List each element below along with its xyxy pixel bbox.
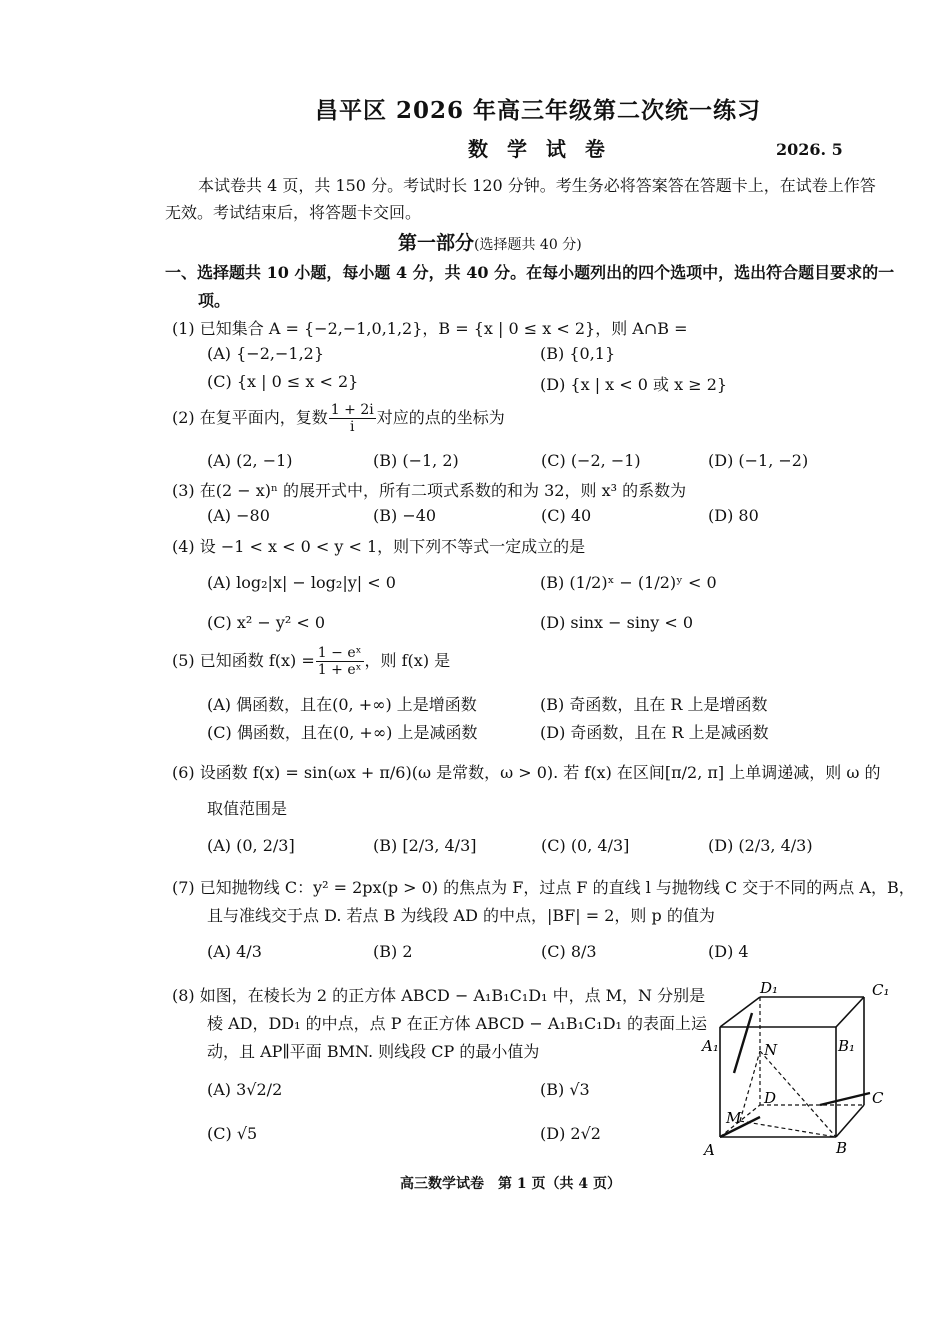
question-6	[172, 760, 880, 783]
q5-option-c: (C) 偶函数，且在(0, +∞) 上是减函数	[207, 723, 478, 742]
question-number: (8)	[172, 986, 195, 1005]
question-stem: 如图，在棱长为 2 的正方体 ABCD − A₁B₁C₁D₁ 中，点 M，N 分别是	[199, 986, 706, 1005]
question-number: (1)	[172, 319, 195, 338]
label-m: M	[726, 1109, 742, 1127]
question-stem-pre: 在复平面内，复数	[199, 408, 328, 427]
fraction-denominator: i	[350, 419, 355, 435]
q4-option-c: (C) x² − y² < 0	[207, 613, 326, 632]
question-stem: 在(2 − x)ⁿ 的展开式中，所有二项式系数的和为 32，则 x³ 的系数为	[199, 481, 687, 500]
fraction-denominator: 1 + eˣ	[317, 662, 362, 678]
q3-option-b: (B) −40	[373, 506, 437, 525]
q8-option-c: (C) √5	[207, 1124, 258, 1143]
question-number: (7)	[172, 878, 195, 897]
question-4	[172, 534, 585, 557]
label-b: B	[836, 1139, 848, 1157]
question-6-cont: 取值范围是	[207, 799, 288, 818]
question-3	[172, 478, 686, 501]
question-stem-post: 对应的点的坐标为	[376, 408, 505, 427]
part-title: 第一部分	[398, 232, 475, 254]
q3-option-c: (C) 40	[541, 506, 592, 525]
q4-option-d: (D) sinx − siny < 0	[540, 613, 694, 632]
question-8	[172, 983, 705, 1006]
part-title-block	[398, 228, 582, 255]
question-7-cont: 且与准线交于点 D. 若点 B 为线段 AD 的中点，|BF| = 2，则 p 的值为	[207, 906, 715, 925]
label-d: D	[764, 1089, 777, 1107]
question-number: (2)	[172, 408, 195, 427]
question-number: (3)	[172, 481, 195, 500]
question-stem-pre: 已知函数 f(x) =	[199, 651, 315, 670]
fraction	[316, 645, 364, 678]
q6-option-a: (A) (0, 2/3]	[207, 836, 295, 855]
q2-option-a: (A) (2, −1)	[207, 451, 293, 470]
page-footer: 高三数学试卷 第 1 页（共 4 页）	[400, 1176, 621, 1192]
q8-option-a: (A) 3√2/2	[207, 1080, 283, 1099]
q5-option-a: (A) 偶函数，且在(0, +∞) 上是增函数	[207, 695, 477, 714]
question-8-cont2: 动，且 AP∥平面 BMN. 则线段 CP 的最小值为	[207, 1042, 540, 1061]
page-subtitle: 数 学 试 卷	[468, 137, 611, 161]
label-c: C	[872, 1089, 884, 1107]
q7-option-c: (C) 8/3	[541, 942, 597, 961]
label-n: N	[764, 1041, 778, 1059]
q3-option-d: (D) 80	[708, 506, 759, 525]
q6-option-d: (D) (2/3, 4/3)	[708, 836, 813, 855]
question-stem: 已知抛物线 C：y² = 2px(p > 0) 的焦点为 F，过点 F 的直线 l 与抛物线 C 交于不同的两点 A，B，	[199, 878, 915, 897]
question-8-cont1: 棱 AD，DD₁ 的中点，点 P 在正方体 ABCD − A₁B₁C₁D₁ 的表面上运	[207, 1014, 708, 1033]
q1-option-c: (C) {x | 0 ≤ x < 2}	[207, 372, 359, 391]
q5-option-d: (D) 奇函数，且在 R 上是减函数	[540, 723, 769, 742]
question-5	[172, 645, 450, 678]
label-b1: B₁	[838, 1037, 856, 1055]
q2-option-d: (D) (−1, −2)	[708, 451, 809, 470]
question-7	[172, 875, 915, 898]
q1-option-a: (A) {−2,−1,2}	[207, 344, 325, 363]
question-number: (6)	[172, 763, 195, 782]
question-number: (5)	[172, 651, 195, 670]
q5-option-b: (B) 奇函数，且在 R 上是增函数	[540, 695, 768, 714]
q6-option-c: (C) (0, 4/3]	[541, 836, 630, 855]
part-note: (选择题共 40 分)	[474, 237, 582, 253]
question-number: (4)	[172, 537, 195, 556]
q8-option-b: (B) √3	[540, 1080, 590, 1099]
q7-option-d: (D) 4	[708, 942, 749, 961]
q7-option-a: (A) 4/3	[207, 942, 262, 961]
section-heading: 一、选择题共 10 小题，每小题 4 分，共 40 分。在每小题列出的四个选项中，选出符合题目要求的一	[165, 263, 895, 282]
page-title: 昌平区 2026 年高三年级第二次统一练习	[315, 97, 762, 124]
q4-option-a: (A) log₂|x| − log₂|y| < 0	[207, 573, 396, 592]
instructions-line1: 本试卷共 4 页，共 150 分。考试时长 120 分钟。考生务必将答案答在答题卡上，在试卷上作答	[198, 176, 876, 195]
q6-option-b: (B) [2/3, 4/3]	[373, 836, 477, 855]
instructions-line2: 无效。考试结束后，将答题卡交回。	[165, 203, 422, 222]
q1-option-b: (B) {0,1}	[540, 344, 616, 363]
question-stem-post: ，则 f(x) 是	[364, 651, 451, 670]
fraction	[329, 402, 376, 435]
q4-option-b: (B) (1/2)ˣ − (1/2)ʸ < 0	[540, 573, 717, 592]
cube-figure	[700, 975, 900, 1165]
q1-option-d: (D) {x | x < 0 或 x ≥ 2}	[540, 375, 728, 394]
exam-date: 2026. 5	[776, 140, 843, 159]
label-d1: D₁	[760, 979, 779, 997]
question-stem: 设 −1 < x < 0 < y < 1，则下列不等式一定成立的是	[199, 537, 586, 556]
label-c1: C₁	[872, 981, 890, 999]
question-stem: 已知集合 A = {−2,−1,0,1,2}，B = {x | 0 ≤ x < 2}，则 A∩B =	[199, 319, 688, 338]
fraction-numerator: 1 + 2i	[330, 402, 374, 418]
q7-option-b: (B) 2	[373, 942, 413, 961]
question-stem: 设函数 f(x) = sin(ωx + π/6)(ω 是常数，ω > 0). 若 f(x) 在区间[π/2, π] 上单调递减，则 ω 的	[199, 763, 881, 782]
section-heading-cont: 项。	[198, 291, 231, 310]
label-a: A	[704, 1141, 715, 1159]
q3-option-a: (A) −80	[207, 506, 270, 525]
q2-option-b: (B) (−1, 2)	[373, 451, 459, 470]
label-a1: A₁	[702, 1037, 719, 1055]
q8-option-d: (D) 2√2	[540, 1124, 601, 1143]
question-2	[172, 402, 505, 435]
q2-option-c: (C) (−2, −1)	[541, 451, 641, 470]
fraction-numerator: 1 − eˣ	[317, 645, 362, 661]
question-1	[172, 316, 688, 339]
